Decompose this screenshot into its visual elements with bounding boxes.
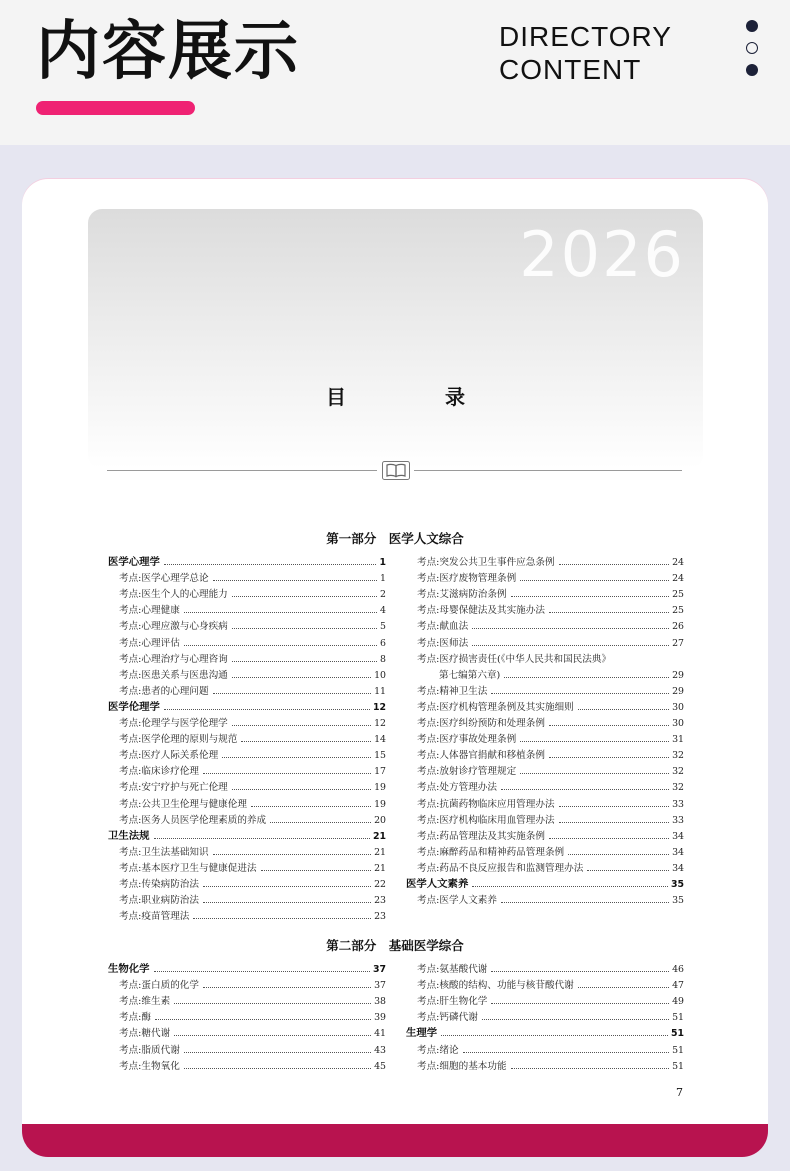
dot-leader (520, 580, 669, 581)
dot-leader (568, 854, 669, 855)
toc-page-number: 12 (372, 701, 386, 713)
dot-leader (578, 987, 669, 988)
dot-leader (501, 902, 669, 903)
toc-page-number: 21 (374, 846, 386, 858)
dot-leader (184, 612, 377, 613)
toc-entry-title: 考点:医疗机构管理条例及其实施细则 (417, 701, 574, 713)
toc-entry (108, 681, 386, 697)
toc-entry-title: 考点:基本医疗卫生与健康促进法 (119, 862, 257, 874)
toc-page-number: 4 (380, 605, 386, 617)
toc-entry (108, 649, 386, 665)
dot-leader (184, 1068, 371, 1069)
toc-entry (406, 890, 684, 906)
toc-entry-title: 考点:医学伦理的原则与规范 (119, 734, 238, 746)
part-1-title: 第一部分 医学人文综合 (326, 531, 464, 546)
dot-leader (232, 677, 371, 678)
toc-section-heading (108, 552, 386, 568)
toc-entry-title: 考点:医生个人的心理能力 (119, 589, 228, 601)
toc-entry-title: 考点:医师法 (417, 637, 469, 649)
toc-entry (406, 842, 684, 858)
toc-entry-title: 考点:母婴保健法及其实施办法 (417, 605, 545, 617)
toc-page-number: 32 (672, 782, 684, 794)
toc-page-number: 41 (374, 1028, 386, 1040)
toc-entry-title: 考点:艾滋病防治条例 (417, 589, 507, 601)
toc-page-number: 37 (374, 980, 386, 992)
toc-page-number: 51 (672, 1044, 684, 1056)
toc-entry-title: 生理学 (406, 1027, 438, 1040)
toc-entry-title: 考点:放射诊疗管理规定 (417, 766, 517, 778)
toc-page-number: 33 (672, 814, 684, 826)
toc-entry-title: 考点:心理健康 (119, 605, 180, 617)
toc-entry (108, 858, 386, 874)
toc-page-number: 35 (672, 895, 684, 907)
dot-leader (232, 596, 377, 597)
part-1-left-column (108, 552, 386, 922)
dot-leader (232, 789, 371, 790)
toc-page-number: 21 (372, 830, 386, 842)
toc-entry-title: 医学伦理学 (108, 700, 160, 713)
toc-entry-title: 考点:麻醉药品和精神药品管理条例 (417, 846, 565, 858)
dot-leader (463, 1052, 669, 1053)
dot-leader (184, 645, 377, 646)
toc-entry-title: 考点:糖代谢 (119, 1028, 171, 1040)
toc-entry (108, 1007, 386, 1023)
toc-entry-title: 医学心理学 (108, 556, 160, 569)
dot-leader (232, 628, 377, 629)
toc-page-number: 30 (672, 701, 684, 713)
toc-entry-title: 考点:维生素 (119, 996, 171, 1008)
dot-leader (549, 725, 669, 726)
toc-page-number: 32 (672, 750, 684, 762)
toc-entry (108, 713, 386, 729)
toc-entry (406, 1039, 684, 1055)
toc-entry-title: 考点:安宁疗护与死亡伦理 (119, 782, 228, 794)
dot-leader (472, 645, 669, 646)
toc-page-number: 32 (672, 766, 684, 778)
toc-entry (406, 713, 684, 729)
toc-entry (406, 991, 684, 1007)
dot-leader (482, 1019, 669, 1020)
toc-page-number: 24 (672, 557, 684, 569)
toc-entry-title: 考点:医疗纠纷预防和处理条例 (417, 718, 545, 730)
toc-entry (108, 568, 386, 584)
hero-panel (88, 209, 703, 469)
toc-entry-title: 考点:氨基酸代谢 (417, 964, 488, 976)
toc-page-number: 51 (670, 1028, 684, 1040)
toc-entry-title: 考点:伦理学与医学伦理学 (119, 718, 228, 730)
divider-right (414, 470, 682, 471)
dot-leader (213, 580, 377, 581)
toc-entry-title: 考点:钙磷代谢 (417, 1012, 478, 1024)
dot-leader (184, 1052, 371, 1053)
toc-page-number: 34 (672, 830, 684, 842)
toc-entry-title: 第七编第六章) (439, 669, 501, 681)
toc-entry (406, 568, 684, 584)
toc-entry (406, 1007, 684, 1023)
toc-page-number: 49 (672, 996, 684, 1008)
toc-page-number: 11 (374, 685, 386, 697)
toc-page-number: 24 (672, 573, 684, 585)
toc-entry (108, 665, 386, 681)
toc-entry (108, 1023, 386, 1039)
toc-entry (406, 681, 684, 697)
toc-entry (406, 665, 684, 681)
dot-leader (241, 741, 371, 742)
toc-entry (406, 761, 684, 777)
toc-entry (406, 793, 684, 809)
dot-leader (511, 596, 669, 597)
toc-entry-title: 医学人文素养 (406, 877, 469, 890)
toc-page-number: 19 (374, 798, 386, 810)
toc-entry-title: 考点:蛋白质的化学 (119, 980, 199, 992)
filled-dot-icon (746, 20, 758, 32)
toc-entry (108, 874, 386, 890)
dot-leader (472, 886, 668, 887)
toc-entry-title: 考点:处方管理办法 (417, 782, 497, 794)
toc-entry-title: 考点:献血法 (417, 621, 469, 633)
dot-leader (261, 870, 372, 871)
toc-entry-title: 考点:传染病防治法 (119, 878, 199, 890)
toc-page-number: 23 (374, 895, 386, 907)
toc-entry (108, 584, 386, 600)
dot-leader (491, 693, 669, 694)
toc-entry-title: 考点:医疗机构临床用血管理办法 (417, 814, 555, 826)
dot-leader (203, 987, 371, 988)
dot-leader (511, 1068, 669, 1069)
toc-entry (108, 777, 386, 793)
toc-section-heading (108, 826, 386, 842)
toc-entry (108, 890, 386, 906)
toc-page-number: 6 (380, 637, 386, 649)
toc-page-number: 47 (672, 980, 684, 992)
dot-leader (193, 918, 371, 919)
toc-section-heading (406, 874, 684, 890)
dot-leader (491, 1003, 669, 1004)
dot-leader (213, 854, 371, 855)
toc-entry (406, 584, 684, 600)
toc-entry-title: 考点:抗菌药物临床应用管理办法 (417, 798, 555, 810)
contents-heading: 目 录 (326, 385, 511, 409)
dots-decoration (746, 20, 758, 86)
toc-entry (108, 1056, 386, 1072)
dot-leader (549, 757, 669, 758)
toc-page-number: 51 (672, 1012, 684, 1024)
toc-page-number: 15 (374, 750, 386, 762)
toc-entry (406, 632, 684, 648)
toc-entry (108, 632, 386, 648)
section-title: 内容展示 (36, 15, 300, 89)
dot-leader (154, 971, 370, 972)
dot-leader (504, 677, 669, 678)
toc-entry (108, 761, 386, 777)
dot-leader (232, 725, 371, 726)
toc-page-number: 17 (374, 766, 386, 778)
dot-leader (174, 1035, 371, 1036)
dot-leader (559, 806, 670, 807)
toc-entry-title: 考点:公共卫生伦理与健康伦理 (119, 798, 247, 810)
toc-entry (406, 858, 684, 874)
toc-page-number: 20 (374, 814, 386, 826)
part-2-left-column (108, 959, 386, 1072)
book-icon (382, 461, 410, 480)
toc-entry (108, 793, 386, 809)
toc-entry-title: 考点:细胞的基本功能 (417, 1060, 507, 1072)
divider-left (107, 470, 377, 471)
toc-entry-title: 考点:医疗事故处理条例 (417, 734, 517, 746)
toc-entry (406, 745, 684, 761)
part-1-right-column (406, 552, 684, 906)
toc-page-number: 25 (672, 605, 684, 617)
toc-page-number: 29 (672, 685, 684, 697)
dot-leader (559, 822, 670, 823)
toc-entry-title: 考点:卫生法基础知识 (119, 846, 209, 858)
toc-entry-title: 考点:心理评估 (119, 637, 180, 649)
part-2-title: 第二部分 基础医学综合 (326, 938, 464, 953)
toc-entry (406, 826, 684, 842)
dot-leader (520, 773, 669, 774)
dot-leader (154, 838, 370, 839)
top-banner (0, 0, 790, 145)
toc-page-number: 45 (374, 1060, 386, 1072)
toc-entry-title: 考点:绪论 (417, 1044, 459, 1056)
toc-section-heading (108, 959, 386, 975)
toc-entry-title: 考点:核酸的结构、功能与核苷酸代谢 (417, 980, 574, 992)
toc-entry-title: 考点:心理应激与心身疾病 (119, 621, 228, 633)
dot-leader (155, 1019, 371, 1020)
dot-leader (164, 564, 377, 565)
toc-entry (108, 600, 386, 616)
toc-entry-title: 考点:药品管理法及其实施条例 (417, 830, 545, 842)
dot-leader (213, 693, 371, 694)
dot-leader (587, 870, 669, 871)
toc-entry (406, 600, 684, 616)
part-2-right-column (406, 959, 684, 1072)
title-underline-bar (36, 101, 195, 115)
toc-entry-title: 考点:职业病防治法 (119, 895, 199, 907)
toc-page-number: 35 (670, 878, 684, 890)
toc-entry (108, 842, 386, 858)
toc-page-number: 46 (672, 964, 684, 976)
dot-leader (203, 773, 371, 774)
toc-entry (406, 810, 684, 826)
dot-leader (203, 886, 371, 887)
dot-leader (501, 789, 669, 790)
toc-page-number: 23 (374, 911, 386, 923)
toc-page-number: 14 (374, 734, 386, 746)
page-number: 7 (676, 1086, 683, 1099)
hollow-dot-icon (746, 42, 758, 54)
toc-page-number: 39 (374, 1012, 386, 1024)
toc-entry-title: 考点:精神卫生法 (417, 685, 488, 697)
dot-leader (222, 757, 371, 758)
dot-leader (270, 822, 371, 823)
toc-page-number: 34 (672, 846, 684, 858)
toc-entry (108, 616, 386, 632)
toc-page-number: 2 (380, 589, 386, 601)
toc-entry (406, 649, 684, 665)
toc-entry (406, 552, 684, 568)
toc-entry-title: 考点:医学心理学总论 (119, 573, 209, 585)
toc-entry-title: 考点:医患关系与医患沟通 (119, 669, 228, 681)
toc-page-number: 37 (372, 964, 386, 976)
toc-entry (108, 1039, 386, 1055)
toc-entry-title: 考点:患者的心理问题 (119, 685, 209, 697)
toc-entry-title: 考点:酶 (119, 1012, 152, 1024)
toc-entry (406, 616, 684, 632)
dot-leader (251, 806, 371, 807)
toc-entry (108, 975, 386, 991)
toc-entry (108, 729, 386, 745)
toc-page-number: 19 (374, 782, 386, 794)
dot-leader (164, 709, 370, 710)
toc-section-heading (108, 697, 386, 713)
toc-entry (108, 991, 386, 1007)
toc-page-number: 10 (374, 669, 386, 681)
toc-page-number: 8 (380, 653, 386, 665)
toc-page-number: 22 (374, 878, 386, 890)
toc-entry (406, 729, 684, 745)
toc-entry (108, 745, 386, 761)
toc-entry-title: 考点:疫苗管理法 (119, 911, 190, 923)
toc-page-number: 29 (672, 669, 684, 681)
dot-leader (520, 741, 669, 742)
toc-page-number: 1 (380, 573, 386, 585)
dot-leader (174, 1003, 371, 1004)
toc-entry (108, 906, 386, 922)
toc-entry-title: 生物化学 (108, 963, 150, 976)
toc-entry (406, 777, 684, 793)
dot-leader (491, 971, 669, 972)
dot-leader (472, 628, 669, 629)
toc-entry-title: 考点:医学人文素养 (417, 895, 497, 907)
dot-leader (232, 661, 377, 662)
toc-page-number: 43 (374, 1044, 386, 1056)
dot-leader (203, 902, 371, 903)
dot-leader (441, 1035, 668, 1036)
toc-page-number: 51 (672, 1060, 684, 1072)
dot-leader (549, 838, 669, 839)
year-watermark: 2026 (519, 218, 685, 291)
toc-page-number: 25 (672, 589, 684, 601)
toc-page-number: 34 (672, 862, 684, 874)
toc-entry-title: 考点:突发公共卫生事件应急条例 (417, 557, 555, 569)
filled-dot-icon (746, 64, 758, 76)
toc-entry-title: 考点:医务人员医学伦理素质的养成 (119, 814, 267, 826)
toc-page-number: 12 (374, 718, 386, 730)
dot-leader (578, 709, 669, 710)
toc-entry-title: 考点:人体器官捐献和移植条例 (417, 750, 545, 762)
toc-entry (406, 959, 684, 975)
section-subtitle (499, 20, 672, 86)
toc-page-number: 26 (672, 621, 684, 633)
toc-page-number: 1 (379, 557, 386, 569)
toc-page-number: 31 (672, 734, 684, 746)
toc-entry (406, 697, 684, 713)
toc-page-number: 5 (380, 621, 386, 633)
toc-entry (406, 975, 684, 991)
toc-page-number: 30 (672, 718, 684, 730)
toc-entry-title: 卫生法规 (108, 829, 150, 842)
toc-entry (406, 1056, 684, 1072)
toc-page-number: 27 (672, 637, 684, 649)
toc-page-number: 33 (672, 798, 684, 810)
dot-leader (549, 612, 669, 613)
toc-section-heading (406, 1023, 684, 1039)
toc-entry-title: 考点:肝生物化学 (417, 996, 488, 1008)
toc-entry-title: 考点:医疗人际关系伦理 (119, 750, 219, 762)
toc-entry-title: 考点:医疗损害责任(《中华人民共和国民法典》 (417, 653, 612, 665)
toc-page-number: 21 (374, 862, 386, 874)
subtitle-line-2: CONTENT (499, 54, 642, 85)
toc-entry-title: 考点:生物氧化 (119, 1060, 180, 1072)
dot-leader (559, 564, 670, 565)
subtitle-line-1: DIRECTORY (499, 21, 672, 52)
toc-entry-title: 考点:临床诊疗伦理 (119, 766, 199, 778)
toc-entry-title: 考点:医疗废物管理条例 (417, 573, 517, 585)
toc-entry-title: 考点:心理治疗与心理咨询 (119, 653, 228, 665)
toc-entry-title: 考点:脂质代谢 (119, 1044, 180, 1056)
toc-page-number: 38 (374, 996, 386, 1008)
toc-entry (108, 810, 386, 826)
toc-entry-title: 考点:药品不良反应报告和监测管理办法 (417, 862, 584, 874)
